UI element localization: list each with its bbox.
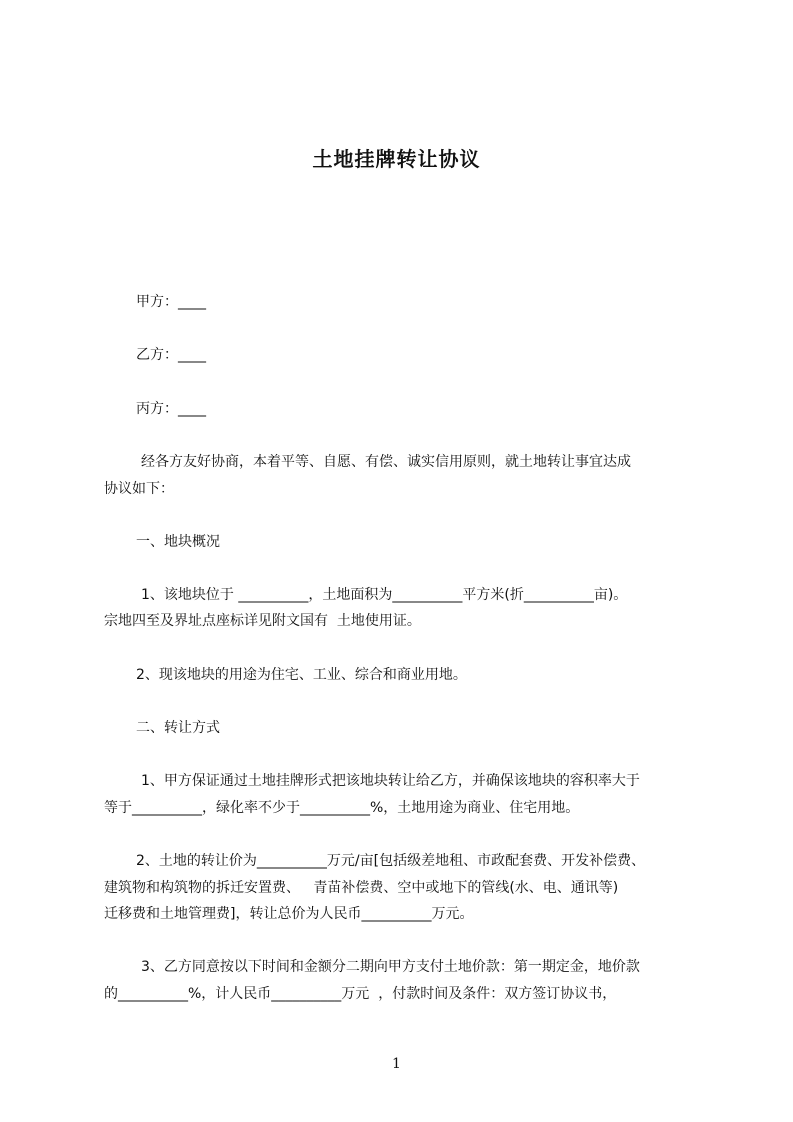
section-2-item-2-line-1: 2、土地的转让价为__________万元/亩[包括级差地租、市政配套费、开发补偿费、 [136,853,646,869]
section-1-item-1-line-2: 宗地四至及界址点座标详见附文国有 土地使用证。 [104,613,421,629]
section-1-item-1-line-1: 1、该地块位于 __________，土地面积为__________平方米(折__________亩)。 [141,587,628,603]
document-title: 土地挂牌转让协议 [312,147,481,171]
section-1-item-2: 2、现该地块的用途为住宅、工业、综合和商业用地。 [136,667,467,683]
intro-line-2: 协议如下： [104,481,174,497]
section-1-heading: 一、地块概况 [136,534,220,550]
section-2-item-3-line-1: 3、乙方同意按以下时间和金额分二期向甲方支付土地价款：第一期定金，地价款 [141,959,640,975]
party-a: 甲方：____ [136,294,206,310]
section-2-item-3-line-2: 的__________%，计人民币__________万元 ，付款时间及条件：双方签订协议书， [104,986,617,1002]
section-2-item-2-line-3: 迁移费和土地管理费]，转让总价为人民币__________万元。 [104,906,474,922]
page-number: 1 [392,1056,401,1072]
section-2-item-1-line-2: 等于__________，绿化率不少于__________%，土地用途为商业、住宅用地。 [104,800,580,816]
intro-line-1: 经各方友好协商，本着平等、自愿、有偿、诚实信用原则，就土地转让事宜达成 [141,454,631,470]
section-2-item-2-line-2: 建筑物和构筑物的拆迁安置费、 青苗补偿费、空中或地下的管线(水、电、通讯等) [104,880,619,896]
party-b: 乙方：____ [136,347,206,363]
section-2-heading: 二、转让方式 [136,720,220,736]
party-c: 丙方：____ [136,401,206,417]
section-2-item-1-line-1: 1、甲方保证通过土地挂牌形式把该地块转让给乙方，并确保该地块的容积率大于 [141,773,640,789]
